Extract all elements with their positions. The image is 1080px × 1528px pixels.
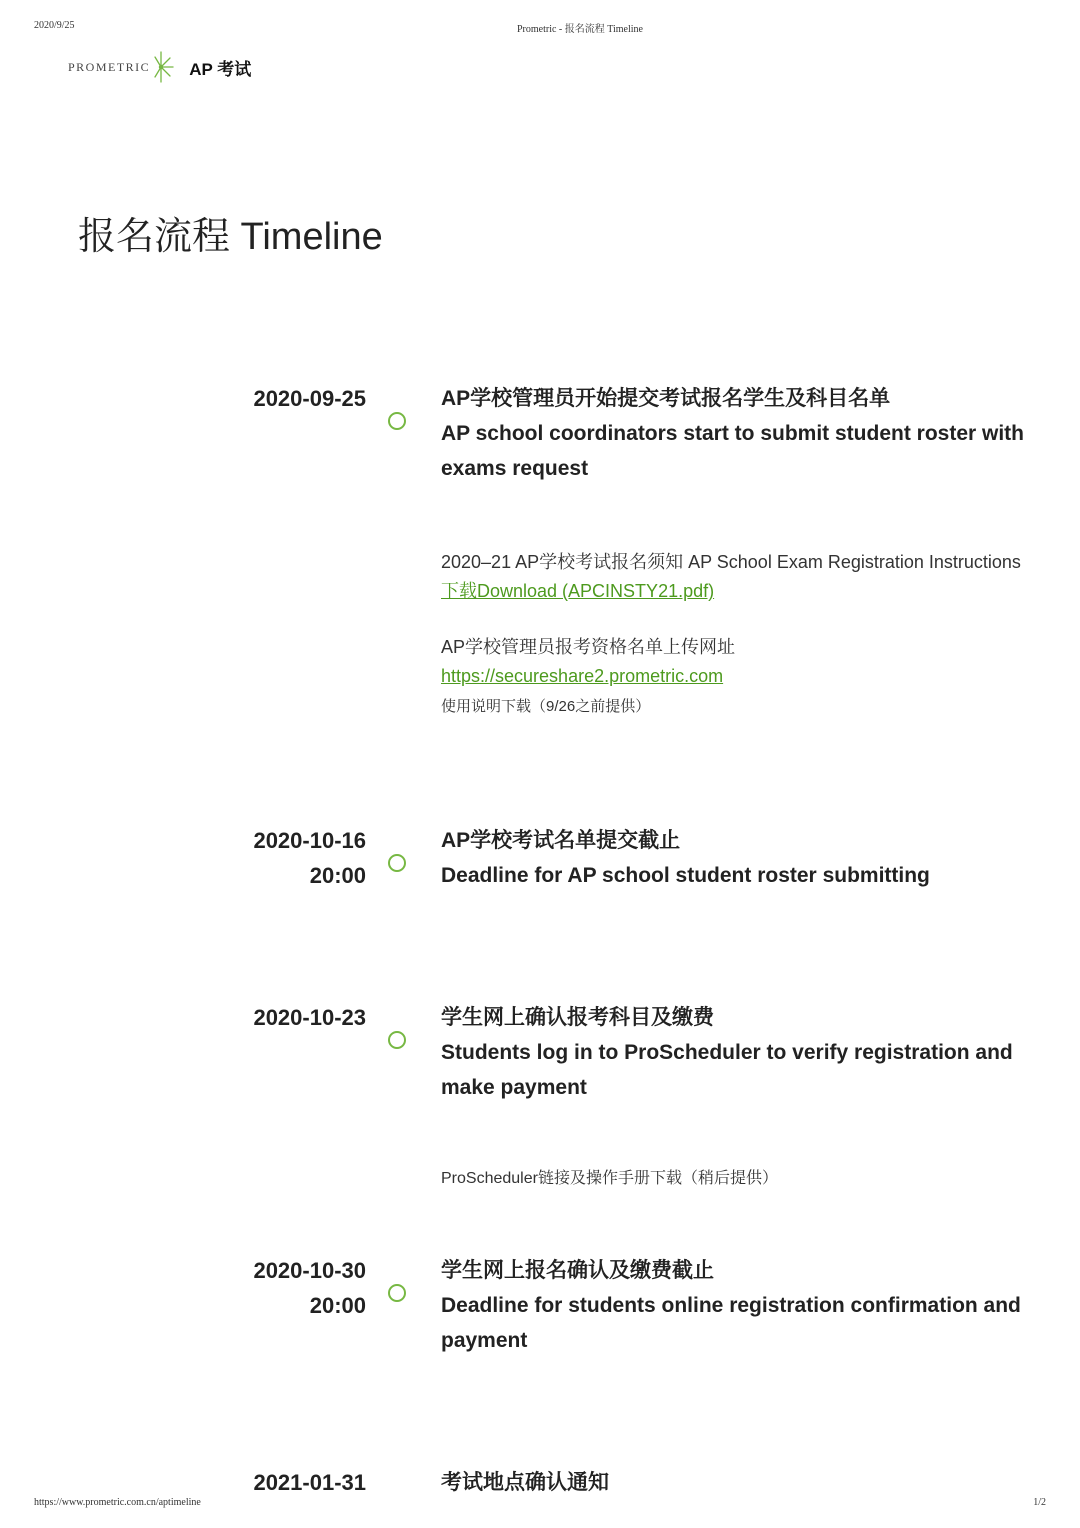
entry-title-cn: 学生网上报名确认及缴费截止 [441, 1259, 714, 1282]
logo-exam-label: AP 考试 [189, 59, 252, 79]
entry-heading [441, 381, 1041, 486]
prometric-spark-icon [151, 48, 179, 86]
entry-title-cn: AP学校管理员开始提交考试报名学生及科目名单 [441, 387, 891, 410]
entry-content [441, 1465, 1041, 1500]
entry-title-cn: 学生网上确认报考科目及缴费 [441, 1006, 714, 1029]
entry-heading [441, 1253, 1041, 1358]
entry-date [253, 1465, 366, 1500]
print-date: 2020/9/25 [34, 20, 75, 31]
entry-date [253, 1253, 366, 1323]
print-title: Prometric - 报名流程 Timeline [516, 24, 643, 35]
timeline-marker-icon [388, 412, 406, 430]
proscheduler-note[interactable]: ProScheduler链接及操作手册下载（稍后提供） [441, 1170, 778, 1187]
entry-date-text: 2020-09-25 [253, 386, 366, 411]
entry-date-text: 2020-10-16 [253, 828, 366, 853]
doc-description: 2020–21 AP学校考试报名须知 AP School Exam Registration Instructions [441, 552, 1021, 572]
page-title: 报名流程 Timeline [78, 216, 383, 258]
logo-brand-text: PROMETRIC [68, 59, 151, 74]
upload-block [441, 633, 1041, 719]
entry-heading [441, 1465, 1041, 1500]
prometric-logo[interactable] [68, 48, 251, 86]
entry-date-text: 2021-01-31 [253, 1470, 366, 1495]
upload-url-link[interactable]: https://secureshare2.prometric.com [441, 666, 724, 686]
entry-title-en: AP school coordinators start to submit student roster with exams request [441, 422, 1025, 480]
entry-title-cn: AP学校考试名单提交截止 [441, 829, 681, 852]
entry-title-en: Students log in to ProScheduler to verify registration and make payment [441, 1041, 1013, 1099]
entry-content [441, 381, 1041, 719]
entry-date [253, 823, 366, 893]
print-url: https://www.prometric.com.cn/aptimeline [34, 1497, 201, 1508]
entry-content [441, 823, 1041, 893]
entry-time-text: 20:00 [309, 863, 366, 888]
upload-note[interactable]: 使用说明下载（9/26之前提供） [441, 698, 651, 715]
timeline-marker-icon [388, 1284, 406, 1302]
entry-content [441, 1000, 1041, 1191]
doc-block [441, 548, 1041, 606]
entry-date [253, 381, 366, 416]
timeline-marker-icon [388, 1031, 406, 1049]
entry-date-text: 2020-10-30 [253, 1258, 366, 1283]
entry-heading [441, 1000, 1041, 1105]
upload-label: AP学校管理员报考资格名单上传网址 [441, 637, 736, 657]
entry-content [441, 1253, 1041, 1358]
print-page-number: 1/2 [1033, 1497, 1046, 1508]
timeline-marker-icon [388, 854, 406, 872]
entry-heading [441, 823, 1041, 893]
entry-date [253, 1000, 366, 1035]
entry-time-text: 20:00 [309, 1293, 366, 1318]
entry-title-en: Deadline for students online registration confirmation and payment [441, 1294, 1021, 1352]
entry-title-cn: 考试地点确认通知 [441, 1471, 609, 1494]
doc-download-link[interactable]: 下载Download (APCINSTY21.pdf) [441, 581, 715, 601]
entry-title-en: Deadline for AP school student roster submitting [441, 864, 930, 887]
entry-date-text: 2020-10-23 [253, 1005, 366, 1030]
